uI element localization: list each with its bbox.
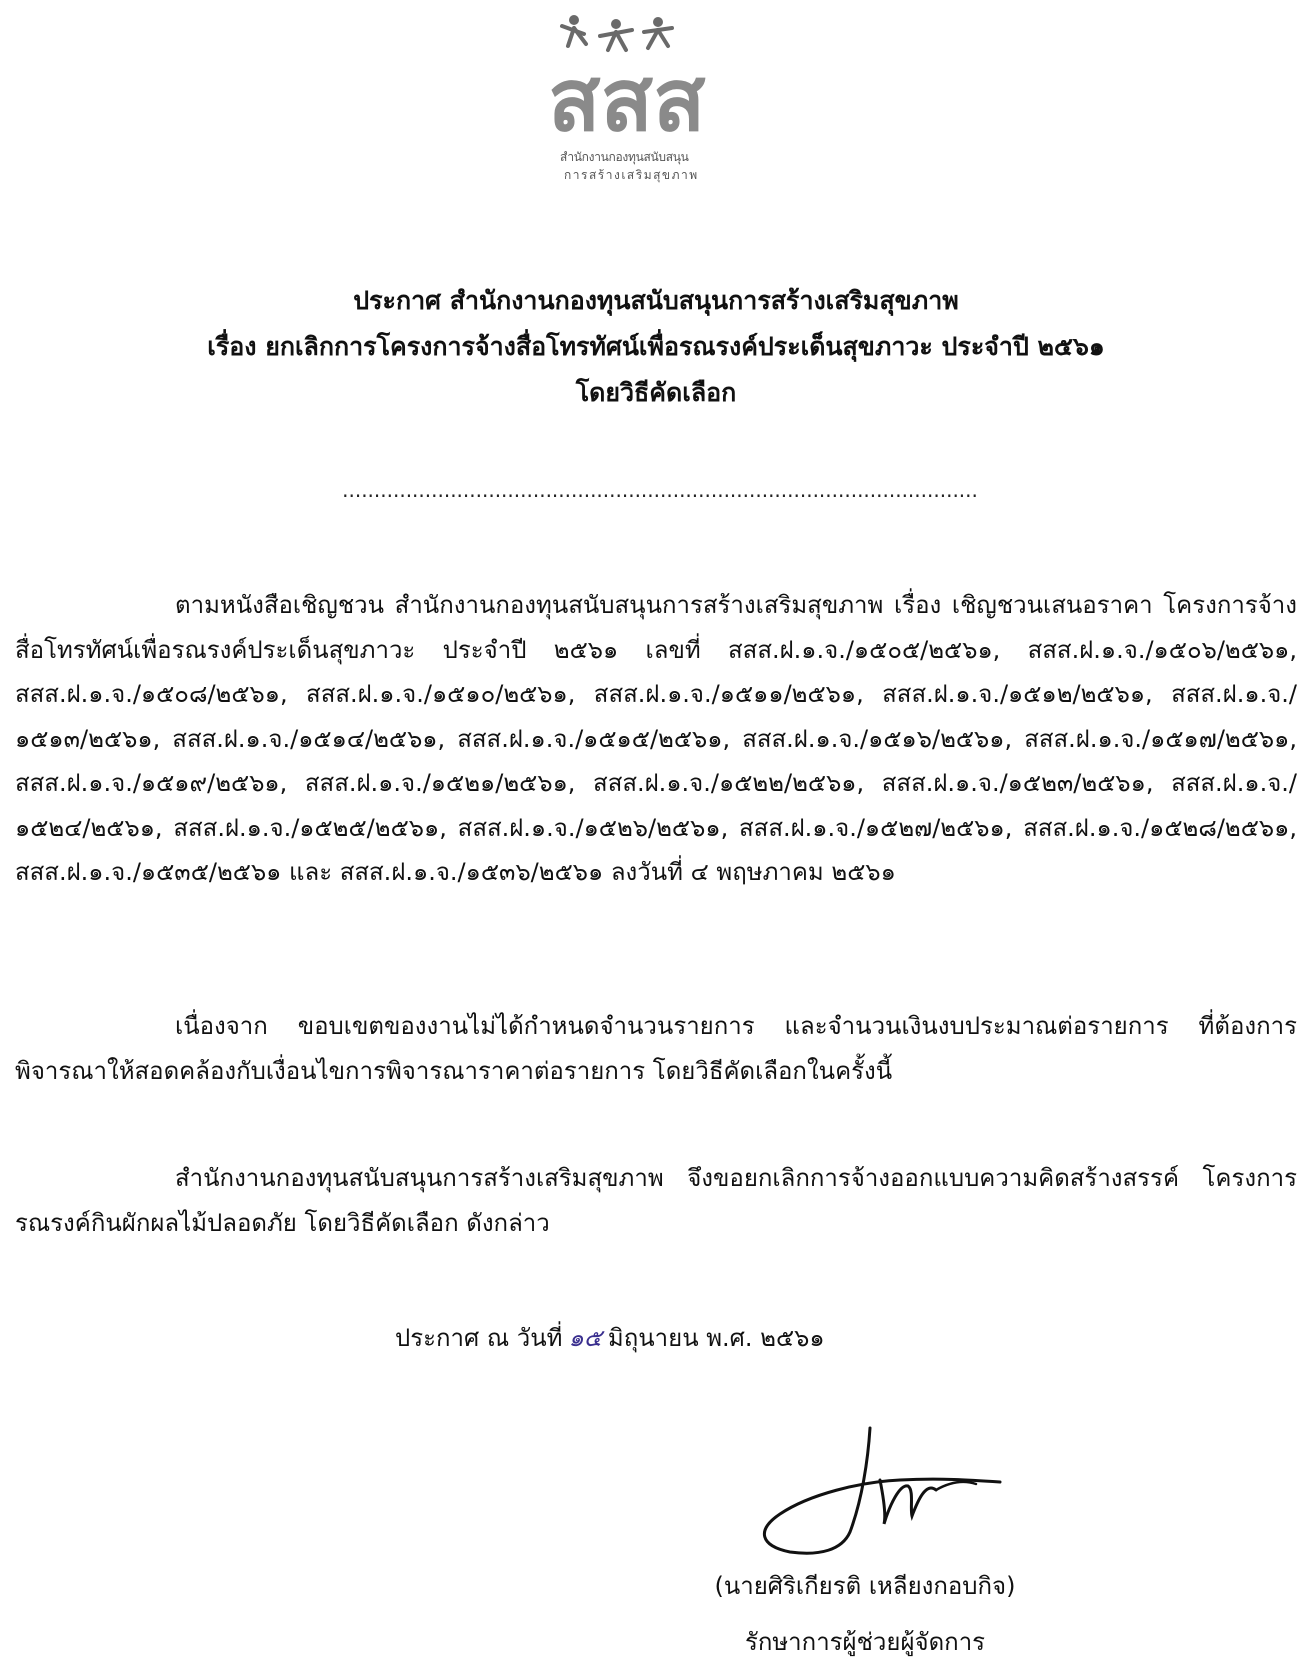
body-paragraph-3: สำนักงานกองทุนสนับสนุนการสร้างเสริมสุขภาพ จึงขอยกเลิกการจ้างออกแบบความคิดสร้างสรรค์ โครงการรณรงค์กินผักผลไม้ปลอดภัย โดยวิธีคัดเลือก ดังกล่าว	[15, 1164, 1297, 1237]
logo-mark-icon	[548, 12, 758, 148]
body-paragraph-2: เนื่องจาก ขอบเขตของงานไม่ได้กำหนดจำนวนรายการ และจำนวนเงินงบประมาณต่อรายการ ที่ต้องการพิจารณาให้สอดคล้องกับเงื่อนไขการพิจารณาราคาต่อรายการ โดยวิธีคัดเลือกในครั้งนี้	[15, 1012, 1297, 1085]
signer-title: รักษาการผู้ช่วยผู้จัดการ	[744, 1628, 986, 1656]
title-line-3: โดยวิธีคัดเลือก	[575, 378, 737, 407]
logo-letters: สสส	[548, 51, 706, 148]
date-prefix: ประกาศ ณ วันที่	[395, 1324, 563, 1352]
dotted-separator: ....................................................................................................	[342, 478, 978, 502]
announcement-title	[0, 278, 1312, 416]
handwritten-signature	[750, 1420, 1030, 1570]
date-day-handwritten: ๑๕	[568, 1324, 602, 1352]
announcement-date	[395, 1318, 825, 1357]
title-line-1: ประกาศ สำนักงานกองทุนสนับสนุนการสร้างเสริมสุขภาพ	[353, 286, 959, 315]
body-paragraph-1: ตามหนังสือเชิญชวน สำนักงานกองทุนสนับสนุนการสร้างเสริมสุขภาพ เรื่อง เชิญชวนเสนอราคา โครงการจ้างสื่อโทรทัศน์เพื่อรณรงค์ประเด็นสุขภาวะ ประจำปี ๒๕๖๑ เลขที่ สสส.ฝ.๑.จ./๑๕๐๕/๒๕๖๑, สสส.ฝ.๑.จ./๑๕๐๖/๒๕๖๑, สสส.ฝ.๑.จ./๑๕๐๘/๒๕๖๑, สสส.ฝ.๑.จ./๑๕๑๐/๒๕๖๑, สสส.ฝ.๑.จ./๑๕๑๑/๒๕๖๑, สสส.ฝ.๑.จ./๑๕๑๒/๒๕๖๑, สสส.ฝ.๑.จ./๑๕๑๓/๒๕๖๑, สสส.ฝ.๑.จ./๑๕๑๔/๒๕๖๑, สสส.ฝ.๑.จ./๑๕๑๕/๒๕๖๑, สสส.ฝ.๑.จ./๑๕๑๖/๒๕๖๑, สสส.ฝ.๑.จ./๑๕๑๗/๒๕๖๑, สสส.ฝ.๑.จ./๑๕๑๙/๒๕๖๑, สสส.ฝ.๑.จ./๑๕๒๑/๒๕๖๑, สสส.ฝ.๑.จ./๑๕๒๒/๒๕๖๑, สสส.ฝ.๑.จ./๑๕๒๓/๒๕๖๑, สสส.ฝ.๑.จ./๑๕๒๔/๒๕๖๑, สสส.ฝ.๑.จ./๑๕๒๕/๒๕๖๑, สสส.ฝ.๑.จ./๑๕๒๖/๒๕๖๑, สสส.ฝ.๑.จ./๑๕๒๗/๒๕๖๑, สสส.ฝ.๑.จ./๑๕๒๘/๒๕๖๑, สสส.ฝ.๑.จ./๑๕๓๕/๒๕๖๑ และ สสส.ฝ.๑.จ./๑๕๓๖/๒๕๖๑ ลงวันที่ ๔ พฤษภาคม ๒๕๖๑	[15, 591, 1297, 886]
logo-org-line1: สำนักงานกองทุนสนับสนุน	[560, 150, 689, 164]
title-line-2: เรื่อง ยกเลิกการโครงการจ้างสื่อโทรทัศน์เพื่อรณรงค์ประเด็นสุขภาวะ ประจำปี ๒๕๖๑	[207, 332, 1105, 361]
date-month-year: มิถุนายน พ.ศ. ๒๕๖๑	[607, 1324, 825, 1352]
logo-org-line2: การสร้างเสริมสุขภาพ	[564, 168, 699, 182]
signer-name: (นายศิริเกียรติ เหลียงกอบกิจ)	[714, 1572, 1016, 1600]
thaihealth-logo	[548, 12, 758, 192]
